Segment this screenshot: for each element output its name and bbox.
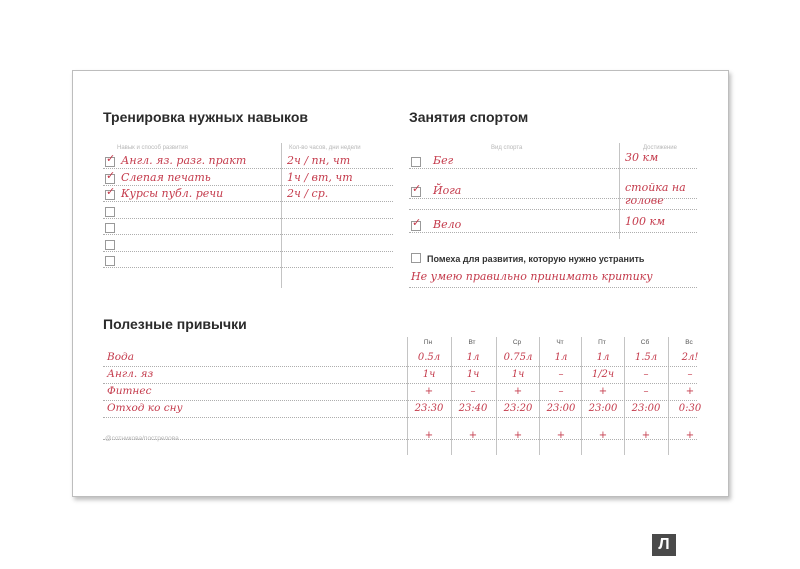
day-header: Чт [556, 339, 564, 346]
sports-column-divider [619, 143, 620, 239]
sport-checkbox[interactable] [411, 157, 421, 167]
sports-col2-header: Достижение [643, 145, 677, 151]
habit-name[interactable]: Вода [107, 351, 134, 363]
check-mark-icon: ✓ [106, 185, 116, 198]
obstacle-checkbox[interactable] [411, 253, 421, 263]
skill-hours[interactable]: 2ч / ср. [287, 187, 329, 200]
check-mark-icon: ✓ [106, 152, 116, 165]
habit-cell[interactable]: 23:20 [503, 403, 533, 414]
day-header: Ср [512, 339, 522, 346]
habit-row-line [103, 417, 697, 418]
habit-cell[interactable]: – [687, 369, 693, 380]
habit-cell[interactable]: 0.75л [503, 352, 533, 363]
publisher-logo: Л [652, 534, 676, 556]
day-header: Вс [685, 339, 693, 346]
habit-name[interactable]: Фитнес [107, 385, 152, 397]
habit-cell[interactable]: + [641, 430, 651, 441]
skill-row-line [103, 218, 393, 219]
habit-row-line [103, 383, 697, 384]
skill-row-line [103, 234, 393, 235]
habit-cell[interactable]: 1ч [511, 369, 525, 380]
skill-checkbox[interactable] [105, 240, 115, 250]
check-mark-icon: ✓ [412, 182, 422, 195]
habits-footer-hint: @сотникова/пострелова [105, 435, 179, 442]
sport-row-line [409, 198, 697, 199]
habit-name[interactable]: Отход ко сну [107, 402, 183, 414]
skill-checkbox[interactable] [105, 152, 116, 167]
habit-cell[interactable]: 0:30 [678, 403, 702, 414]
habit-cell[interactable]: – [558, 369, 564, 380]
day-header: Вт [468, 339, 476, 346]
habit-cell[interactable]: 0.5л [417, 352, 441, 363]
habit-cell[interactable]: – [470, 386, 476, 397]
habit-cell[interactable]: + [468, 430, 478, 441]
day-header: Сб [640, 339, 650, 346]
day-header: Пт [598, 339, 606, 346]
check-mark-icon: ✓ [106, 168, 116, 182]
sports-col1-header: Вид спорта [491, 145, 523, 151]
skill-checkbox[interactable] [105, 168, 116, 184]
habit-cell[interactable]: + [424, 430, 434, 441]
sport-achievement[interactable]: 100 км [625, 215, 666, 228]
habit-cell[interactable]: 1л [596, 352, 610, 363]
habit-cell[interactable]: + [685, 430, 695, 441]
day-header: Пн [423, 339, 433, 346]
habit-cell[interactable]: 23:40 [458, 403, 488, 414]
skill-checkbox[interactable] [105, 185, 116, 200]
skill-checkbox[interactable] [105, 207, 115, 217]
obstacle-value[interactable]: Не умею правильно принимать критику [411, 270, 653, 283]
sport-name[interactable]: Бег [433, 154, 454, 167]
habit-cell[interactable]: 23:00 [546, 403, 576, 414]
skill-checkbox[interactable] [105, 256, 115, 266]
planner-page [72, 70, 729, 497]
habit-cell[interactable]: 1.5л [634, 352, 658, 363]
skills-title: Тренировка нужных навыков [103, 109, 309, 125]
habit-cell[interactable]: 1ч [422, 369, 436, 380]
sport-row-line [409, 168, 697, 169]
sport-row-line [409, 232, 697, 233]
sport-checkbox[interactable] [411, 216, 422, 231]
habit-name[interactable]: Англ. яз [107, 368, 154, 380]
habit-cell[interactable]: + [598, 430, 608, 441]
habit-row-line [103, 366, 697, 367]
check-mark-icon: ✓ [412, 216, 422, 229]
skill-row-line [103, 267, 393, 268]
habit-cell[interactable]: – [558, 386, 564, 397]
sport-row-line [409, 209, 697, 210]
skills-col1-header: Навык и способ развития [117, 145, 188, 151]
sports-title: Занятия спортом [409, 109, 529, 125]
sport-checkbox[interactable] [411, 182, 422, 197]
skill-name[interactable]: Курсы публ. речи [121, 187, 224, 200]
skill-row-line [103, 168, 393, 169]
skills-col2-header: Кол-во часов, дни недели [289, 145, 361, 151]
habit-cell[interactable]: 23:00 [631, 403, 661, 414]
habit-cell[interactable]: 1/2ч [591, 369, 615, 380]
skill-name[interactable]: Слепая печать [121, 170, 211, 184]
habit-cell[interactable]: 1ч [466, 369, 480, 380]
habit-cell[interactable]: + [513, 386, 523, 397]
skill-hours[interactable]: 2ч / пн, чт [287, 154, 351, 167]
habit-cell[interactable]: + [685, 386, 695, 397]
habit-cell[interactable]: – [643, 386, 649, 397]
sport-achievement[interactable]: стойка на голове [625, 181, 686, 207]
skill-row-line [103, 251, 393, 252]
habit-cell[interactable]: 2л! [681, 352, 699, 363]
habit-cell[interactable]: 1л [554, 352, 568, 363]
skill-hours[interactable]: 1ч / вт, чт [287, 170, 353, 184]
skill-checkbox[interactable] [105, 223, 115, 233]
obstacle-label: Помеха для развития, которую нужно устранить [427, 254, 645, 264]
habit-cell[interactable]: + [598, 386, 608, 397]
sport-name[interactable]: Вело [433, 218, 462, 231]
sport-name[interactable]: Йога [433, 184, 462, 197]
obstacle-line [409, 287, 697, 288]
skill-row-line [103, 185, 393, 186]
habit-cell[interactable]: + [424, 386, 434, 397]
habit-cell[interactable]: – [643, 369, 649, 380]
skill-row-line [103, 201, 393, 202]
habit-cell[interactable]: 23:30 [414, 403, 444, 414]
habit-row-line [103, 400, 697, 401]
habit-cell[interactable]: 1л [466, 352, 480, 363]
habit-cell[interactable]: 23:00 [588, 403, 618, 414]
skill-name[interactable]: Англ. яз. разг. практ [121, 154, 247, 167]
habit-cell[interactable]: + [513, 430, 523, 441]
sport-achievement[interactable]: 30 км [625, 151, 659, 164]
habits-title: Полезные привычки [103, 316, 247, 332]
habit-cell[interactable]: + [556, 430, 566, 441]
